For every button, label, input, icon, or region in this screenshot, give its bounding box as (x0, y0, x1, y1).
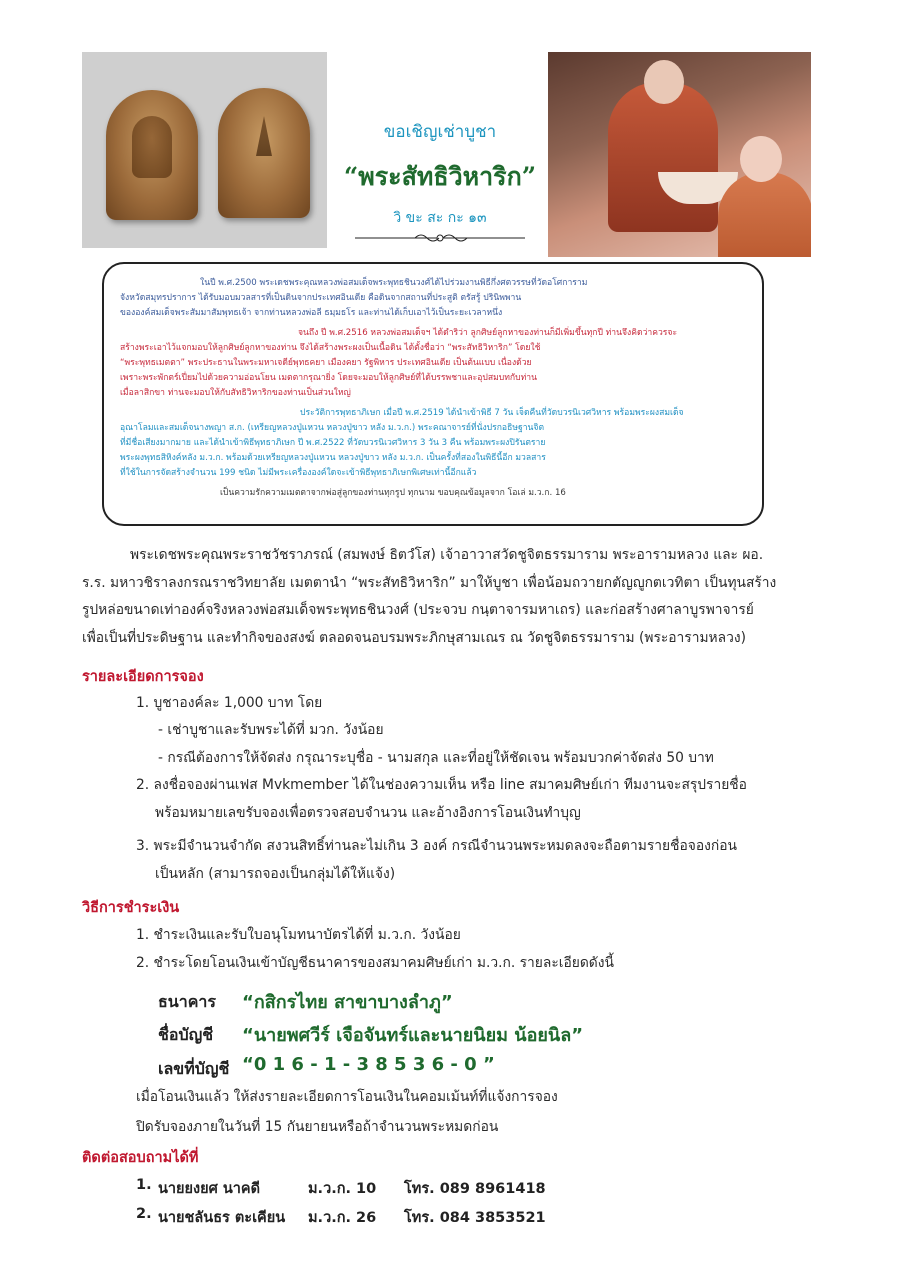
intro-line: พระเดชพระคุณพระราชวัชราภรณ์ (สมพงษ์ ธิตวํโส) เจ้าอาวาสวัดชูจิตธรรมาราม พระอารามหลวง และ ผอ. (130, 547, 764, 563)
contact-class: ม.ว.ก. 26 (308, 1210, 377, 1226)
amulet-back-image (218, 88, 310, 218)
invite-text: ขอเชิญเช่าบูชา (383, 122, 497, 142)
reservation-heading: รายละเอียดการจอง (82, 669, 204, 685)
box-line: ในปี พ.ศ.2500 พระเดชพระคุณหลวงพ่อสมเด็จพระพุทธชินวงศ์ได้ไปร่วมงานพิธีกึ่งศตวรรษที่วัดอโศการาม (200, 278, 588, 288)
contact-no: 1. (136, 1177, 152, 1193)
reservation-sub-1: - เช่าบูชาและรับพระได้ที่ มวก. วังน้อย (158, 722, 384, 738)
contact-heading: ติดต่อสอบถามได้ที่ (82, 1150, 199, 1166)
box-line: อุณาโลมและสมเด็จนางพญา ส.ก. (เหรียญหลวงปู่แหวน หลวงปู่ขาว หลัง ม.ว.ก.) พระคณาจารย์ที่นั่งปรกอธิษฐานจิต (120, 423, 545, 433)
payment-note-2: ปิดรับจองภายในวันที่ 15 กันยายนหรือถ้าจำนวนพระหมดก่อน (136, 1119, 499, 1135)
contact-no: 2. (136, 1206, 152, 1222)
reservation-item-2-cont: พร้อมหมายเลขรับจองเพื่อตรวจสอบจำนวน และอ้างอิงการโอนเงินทำบุญ (155, 805, 581, 821)
contact-name: นายยงยศ นาคดี (158, 1181, 261, 1197)
contact-name: นายชลันธร ตะเคียน (158, 1210, 286, 1226)
box-line: พระผงพุทธสิหิงค์หลัง ม.ว.ก. พร้อมด้วยเหรียญหลวงปู่แหวน หลวงปู่ขาว หลัง ม.ว.ก. เป็นครั้งที่สองในพิธีนี้อีก มวลสาร (120, 453, 546, 463)
contact-class: ม.ว.ก. 10 (308, 1181, 377, 1197)
payment-item-1: 1. ชำระเงินและรับใบอนุโมทนาบัตรได้ที่ ม.ว.ก. วังน้อย (136, 927, 461, 943)
payment-item-2: 2. ชำระโดยโอนเงินเข้าบัญชีธนาคารของสมาคมศิษย์เก่า ม.ว.ก. รายละเอียดดังนี้ (136, 955, 614, 971)
box-line: “พระพุทธเมตตา” พระประธานในพระมหาเจดีย์พุทธคยา เมืองคยา รัฐพิหาร ประเทศอินเดีย เป็นต้นแบบ เนื่องด้วย (120, 358, 532, 368)
account-name-label: ชื่อบัญชี (158, 1025, 214, 1044)
monk-photo (548, 52, 811, 257)
box-line: เพราะพระพักตร์เปี่ยมไปด้วยความอ่อนโยน เมตตากรุณายิ่ง โดยจะมอบให้ลูกศิษย์ที่ได้บรรพชาและอุปสมบทกับท่าน (120, 373, 537, 383)
reservation-item-3-cont: เป็นหลัก (สามารถจองเป็นกลุ่มได้ให้แจ้ง) (155, 866, 396, 882)
mantra-text: วิ ขะ สะ กะ ๑๓ (393, 210, 487, 226)
account-name-value: “นายพศวีร์ เจือจันทร์และนายนิยม น้อยนิล” (242, 1025, 584, 1046)
box-line: สร้างพระเอาไว้แจกมอบให้ลูกศิษย์ลูกหาของท่าน จึงได้สร้างพระผงเป็นเนื้อดิน ได้ตั้งชื่อว่า “พระสัทธิวิหาริก” โดยใช้ (120, 343, 541, 353)
box-line: เมื่อลาสิกขา ท่านจะมอบให้กับสัทธิวิหาริกของท่านเป็นส่วนใหญ่ (120, 388, 351, 398)
reservation-item-3: 3. พระมีจำนวนจำกัด สงวนสิทธิ์ท่านละไม่เกิน 3 องค์ กรณีจำนวนพระหมดลงจะถือตามรายชื่อจองก่อน (136, 838, 737, 854)
title-block (340, 118, 540, 229)
flourish-ornament (355, 232, 525, 244)
box-line: ขององค์สมเด็จพระสัมมาสัมพุทธเจ้า จากท่านหลวงพ่อลี ธมฺมธโร และท่านได้เก็บเอาไว้เป็นระยะเวลาหนึ่ง (120, 308, 503, 318)
bank-value: “กสิกรไทย สาขาบางลำภู” (242, 992, 453, 1013)
box-line: เป็นความรักความเมตตาจากพ่อสู่ลูกของท่านทุกรูป ทุกนาม ขอบคุณข้อมูลจาก โอเล่ ม.ว.ก. 16 (220, 488, 566, 498)
contact-phone[interactable]: โทร. 084 3853521 (404, 1210, 546, 1226)
contact-phone[interactable]: โทร. 089 8961418 (404, 1181, 546, 1197)
payment-note-1: เมื่อโอนเงินแล้ว ให้ส่งรายละเอียดการโอนเงินในคอมเม้นท์ที่แจ้งการจอง (136, 1089, 558, 1105)
account-number-value: “0 1 6 - 1 - 3 8 5 3 6 - 0 ” (242, 1054, 495, 1075)
account-number-label: เลขที่บัญชี (158, 1059, 230, 1078)
intro-paragraph (82, 542, 838, 652)
box-line: ประวัติการพุทธาภิเษก เมื่อปี พ.ศ.2519 ได้นำเข้าพิธี 7 วัน เจ็ดคืนที่วัดบวรนิเวศวิหาร พร้อมพระผงสมเด็จ (300, 408, 684, 418)
box-line: จังหวัดสมุทรปราการ ได้รับมอบมวลสารที่เป็นดินจากประเทศอินเดีย คือดินจากสถานที่ประสูติ ตรัสรู้ ปรินิพพาน (120, 293, 522, 303)
reservation-item-1: 1. บูชาองค์ละ 1,000 บาท โดย (136, 695, 323, 711)
intro-line: รูปหล่อขนาดเท่าองค์จริงหลวงพ่อสมเด็จพระพุทธชินวงศ์ (ประจวบ กนฺตาจารมหาเถร) และก่อสร้างศาลาบูรพาจารย์ (82, 602, 754, 618)
box-line: จนถึง ปี พ.ศ.2516 หลวงพ่อสมเด็จฯ ได้ดำริว่า ลูกศิษย์ลูกหาของท่านก็มีเพิ่มขึ้นทุกปี ท่านจึงคิดว่าควรจะ (298, 328, 678, 338)
amulet-photo (82, 52, 327, 248)
bank-label: ธนาคาร (158, 992, 216, 1011)
amulet-name: “พระสัทธิวิหาริก” (343, 162, 537, 191)
intro-line: เพื่อเป็นที่ประดิษฐาน และทำกิจของสงฆ์ ตลอดจนอบรมพระภิกษุสามเณร ณ วัดชูจิตธรรมาราม (พระอารามหลวง) (82, 629, 746, 646)
amulet-front-image (106, 90, 198, 220)
reservation-item-2: 2. ลงชื่อจองผ่านเฟส Mvkmember ได้ในช่องความเห็น หรือ line สมาคมศิษย์เก่า ทีมงานจะสรุปรายชื่อ (136, 777, 747, 793)
box-line: ที่มีชื่อเสียงมากมาย และได้นำเข้าพิธีพุทธาภิเษก ปี พ.ศ.2522 ที่วัดบวรนิเวศวิหาร 3 วัน 3 คืน พร้อมพระผงปิรันตราย (120, 438, 546, 448)
box-line: ที่ใช้ในการจัดสร้างจำนวน 199 ชนิด ไม่มีพระเครื่ององค์ใดจะเข้าพิธีพุทธาภิเษกพิเศษเท่านี้อีกแล้ว (120, 468, 477, 478)
history-box (102, 262, 764, 526)
intro-line: ร.ร. มหาวชิราลงกรณราชวิทยาลัย เมตตานำ “พระสัทธิวิหาริก” มาให้บูชา เพื่อน้อมถวายกตัญญูกตเวทิตา เป็นทุนสร้าง (82, 574, 777, 591)
reservation-sub-2: - กรณีต้องการให้จัดส่ง กรุณาระบุชื่อ - นามสกุล และที่อยู่ให้ชัดเจน พร้อมบวกค่าจัดส่ง 50 บาท (158, 750, 714, 766)
payment-heading: วิธีการชำระเงิน (82, 900, 180, 916)
